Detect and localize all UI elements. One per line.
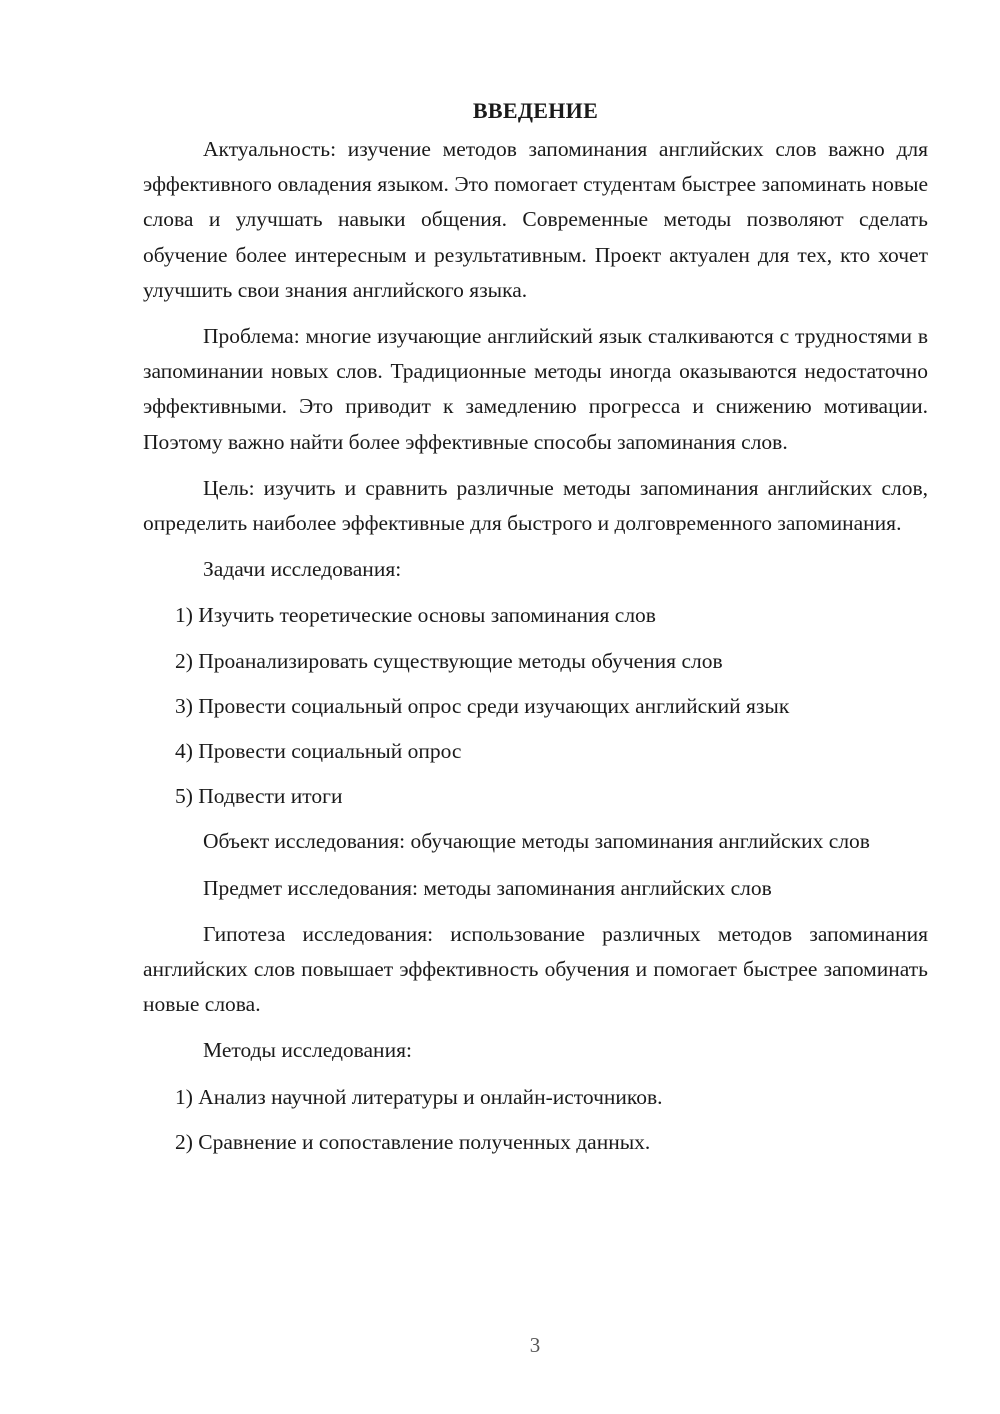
task-item: 1) Изучить теоретические основы запоминания слов xyxy=(175,603,656,628)
problem-paragraph: Проблема: многие изучающие английский язык сталкиваются с трудностями в запоминании новых слов. Традиционные методы иногда оказываются недостаточно эффективными. Это приводит к замедлению прогресса и снижению мотивации. Поэтому важно найти более эффективные способы запоминания слов. xyxy=(143,324,928,454)
method-item: 1) Анализ научной литературы и онлайн-источников. xyxy=(175,1084,663,1109)
task-item: 2) Проанализировать существующие методы обучения слов xyxy=(175,648,723,673)
hypothesis-paragraph: Гипотеза исследования: использование различных методов запоминания английских слов повышает эффективность обучения и помогает быстрее запоминать новые слова. xyxy=(143,921,928,1017)
task-item: 4) Провести социальный опрос xyxy=(175,739,462,764)
page-number: 3 xyxy=(529,1333,541,1357)
relevance-paragraph: Актуальность: изучение методов запоминания английских слов важно для эффективного овладения языком. Это помогает студентам быстрее запоминать новые слова и улучшать навыки общения. Современные методы позволяют сделать обучение более интересным и результативным. Проект актуален для тех, кто хочет улучшить свои знания английского языка. xyxy=(143,137,928,302)
section-title: ВВЕДЕНИЕ xyxy=(472,98,599,123)
task-item: 3) Провести социальный опрос среди изучающих английский язык xyxy=(175,693,790,718)
page-content xyxy=(143,96,928,1170)
subject-paragraph: Предмет исследования: методы запоминания английских слов xyxy=(203,875,772,900)
tasks-label: Задачи исследования: xyxy=(203,557,402,582)
methods-label: Методы исследования: xyxy=(203,1038,412,1063)
goal-paragraph: Цель: изучить и сравнить различные методы запоминания английских слов, определить наиболее эффективные для быстрого и долговременного запоминания. xyxy=(143,475,928,536)
task-item: 5) Подвести итоги xyxy=(175,784,343,809)
method-item: 2) Сравнение и сопоставление полученных данных. xyxy=(175,1129,651,1154)
object-paragraph: Объект исследования: обучающие методы запоминания английских слов xyxy=(203,829,870,854)
